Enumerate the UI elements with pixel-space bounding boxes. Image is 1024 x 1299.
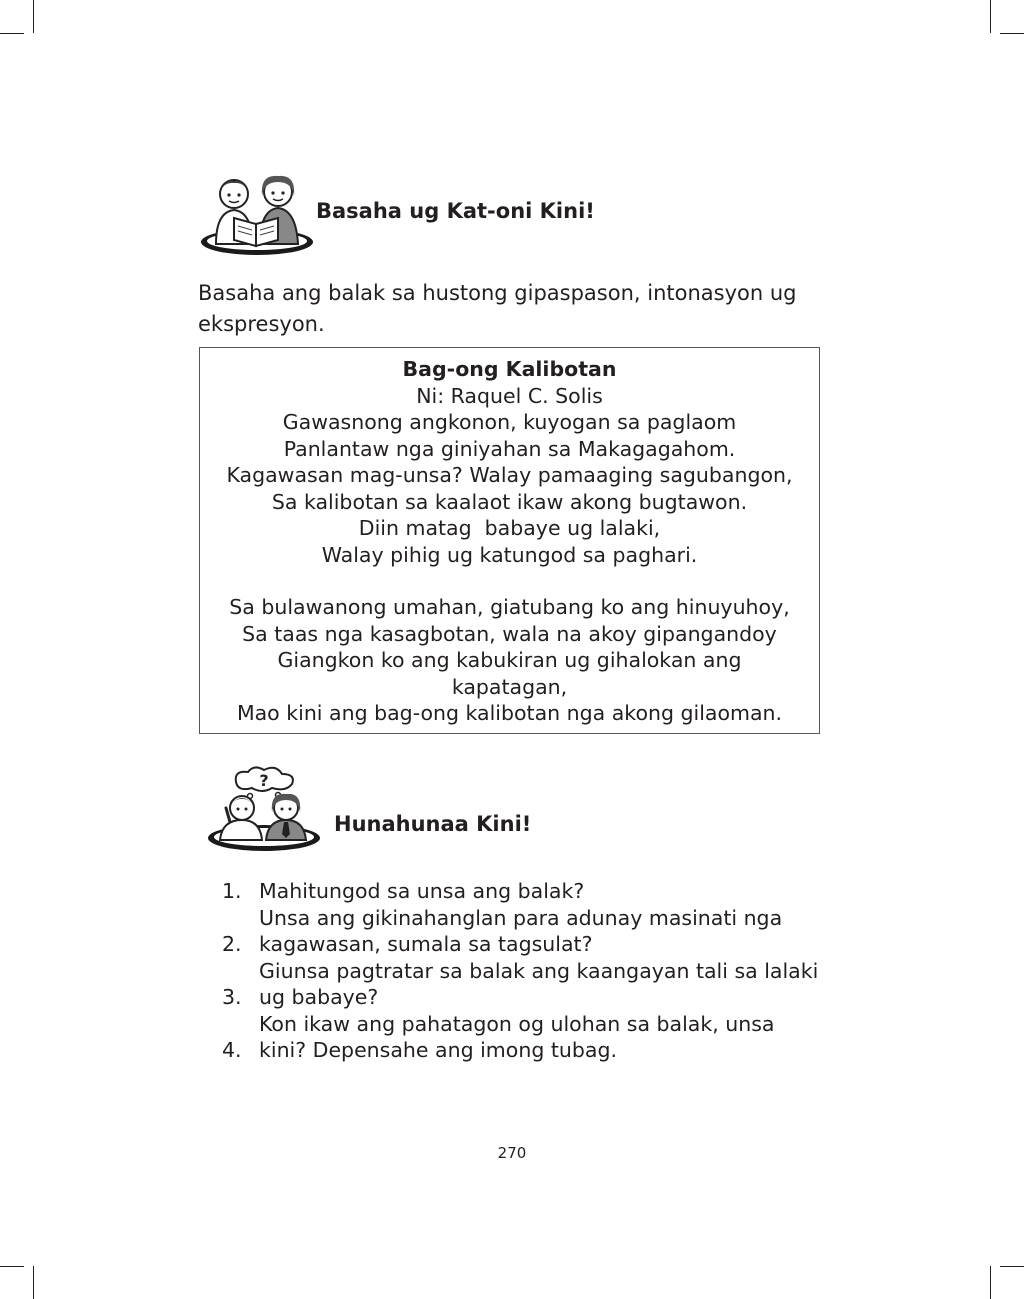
poem-line: Kagawasan mag-unsa? Walay pamaaging sagubangon, <box>226 463 793 487</box>
poem-line: Giangkon ko ang kabukiran ug gihalokan ang <box>277 648 742 672</box>
poem-line: Mao kini ang bag-ong kalibotan nga akong gilaoman. <box>236 701 783 725</box>
question-text: ug babaye? <box>259 985 379 1009</box>
poem-line: Sa bulawanong umahan, giatubang ko ang hinuyuhoy, <box>229 595 790 619</box>
question-line <box>222 984 842 1011</box>
question-text: Kon ikaw ang pahatagon og ulohan sa balak, unsa <box>259 1011 775 1036</box>
poem-line: kapatagan, <box>451 674 568 699</box>
question-text: kagawasan, sumala sa tagsulat? <box>259 932 593 956</box>
instruction-text <box>198 278 838 340</box>
question-line <box>222 905 842 932</box>
instruction-line: Basaha ang balak sa hustong gipaspason, intonasyon ug <box>198 281 797 305</box>
crop-mark <box>1000 1266 1024 1267</box>
poem-line: Panlantaw nga giniyahan sa Makagagahom. <box>283 436 736 461</box>
poem-title: Bag-ong Kalibotan <box>402 357 617 381</box>
question-text: Giunsa pagtratar sa balak ang kaangayan tali sa lalaki <box>259 958 819 983</box>
question-number <box>222 905 259 932</box>
poem-author: Ni: Raquel C. Solis <box>416 383 603 408</box>
question-line <box>222 958 842 985</box>
crop-mark <box>1000 33 1024 34</box>
question-number <box>222 958 259 985</box>
question-text: kini? Depensahe ang imong tubag. <box>259 1038 617 1062</box>
poem-stanza-2 <box>200 594 819 727</box>
question-line <box>222 878 842 905</box>
crop-mark <box>990 1266 991 1299</box>
svg-text:?: ? <box>259 771 269 790</box>
poem-box <box>199 347 820 734</box>
question-line <box>222 931 842 958</box>
poem-line: Sa taas nga kasagbotan, wala na akoy gipangandoy <box>242 621 777 646</box>
crop-mark <box>33 0 34 33</box>
question-line <box>222 1011 842 1038</box>
poem-line: Gawasnong angkonon, kuyogan sa paglaom <box>282 410 737 434</box>
question-number <box>222 1011 259 1038</box>
poem-stanza-1 <box>200 409 819 568</box>
stanza-gap <box>200 568 819 594</box>
crop-mark <box>33 1266 34 1299</box>
poem-line: Diin matag babaye ug lalaki, <box>358 516 661 540</box>
read-section-heading: Basaha ug Kat-oni Kini! <box>316 199 595 223</box>
question-number: 2. <box>222 932 242 956</box>
crop-mark <box>990 0 991 33</box>
crop-mark <box>0 1266 24 1267</box>
crop-mark <box>0 33 24 34</box>
question-text: Mahitungod sa unsa ang balak? <box>259 879 585 903</box>
think-section-heading: Hunahunaa Kini! <box>334 812 532 836</box>
page-number: 270 <box>497 1144 527 1162</box>
question-number: 1. <box>222 879 242 903</box>
question-line <box>222 1037 842 1064</box>
children-reading-icon <box>198 170 316 258</box>
question-text: Unsa ang gikinahanglan para adunay masinati nga <box>259 905 783 930</box>
children-thinking-icon <box>206 764 322 854</box>
poem-line: Sa kalibotan sa kaalaot ikaw akong bugtawon. <box>271 489 748 514</box>
questions-list <box>222 878 842 1064</box>
question-number: 3. <box>222 985 242 1009</box>
question-number: 4. <box>222 1038 242 1062</box>
instruction-line: ekspresyon. <box>198 312 325 336</box>
poem-line: Walay pihig ug katungod sa paghari. <box>321 542 698 567</box>
